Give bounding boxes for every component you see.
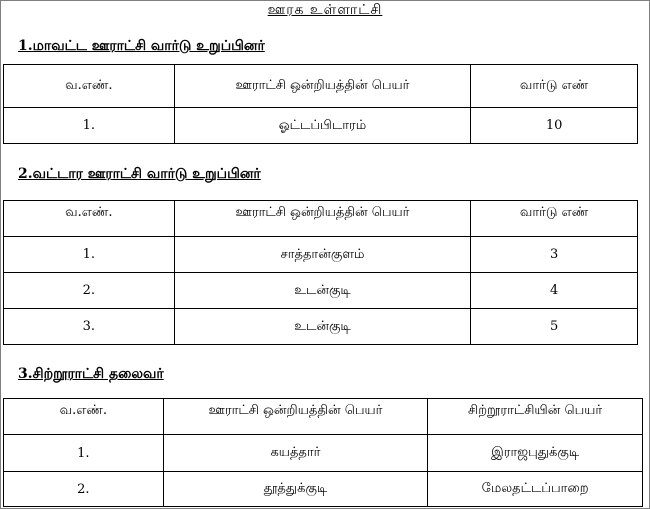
section-1-title: 1.மாவட்ட ஊராட்சி வார்டு உறுப்பினர் [18,38,265,54]
header-cell: வ.எண். [4,201,175,237]
table-cell: சாத்தான்குளம் [174,237,471,273]
header-cell: வ.எண். [4,65,175,108]
header-cell: ஊராட்சி ஒன்றியத்தின் பெயர் [174,65,471,108]
table-cell: இராஜபுதுக்குடி [428,435,643,472]
table-cell: 1. [4,435,164,472]
table-cell: ஓட்டப்பிடாரம் [174,108,471,144]
table-header-row [4,65,638,108]
header-cell: ஊராட்சி ஒன்றியத்தின் பெயர் [174,201,471,237]
page-title: ஊரக உள்ளாட்சி [267,2,383,18]
section-3-table [3,398,643,507]
table-header-row [4,399,643,435]
table-cell: 1. [4,108,175,144]
section-1-table [3,64,638,144]
table-cell: 1. [4,237,175,273]
table-cell: 3. [4,309,175,345]
table-cell: 10 [471,108,638,144]
table-row [4,273,638,309]
table-cell: உடன்குடி [174,273,471,309]
table-cell: உடன்குடி [174,309,471,345]
table-row [4,309,638,345]
section-2-title: 2.வட்டார ஊராட்சி வார்டு உறுப்பினர் [18,166,261,182]
table-cell: மேலதட்டப்பாறை [428,472,643,507]
table-row [4,108,638,144]
table-row [4,472,643,507]
table-row [4,237,638,273]
table-cell: 2. [4,273,175,309]
table-cell: 4 [471,273,638,309]
header-cell: வார்டு எண் [471,65,638,108]
section-3-title: 3.சிற்றூராட்சி தலைவர் [18,366,164,382]
table-cell: கயத்தார் [163,435,428,472]
header-cell: வ.எண். [4,399,164,435]
table-cell: தூத்துக்குடி [163,472,428,507]
header-cell: சிற்றூராட்சியின் பெயர் [428,399,643,435]
table-cell: 5 [471,309,638,345]
table-cell: 2. [4,472,164,507]
header-cell: வார்டு எண் [471,201,638,237]
header-cell: ஊராட்சி ஒன்றியத்தின் பெயர் [163,399,428,435]
section-2-table [3,200,638,345]
table-cell: 3 [471,237,638,273]
table-row [4,435,643,472]
table-header-row [4,201,638,237]
